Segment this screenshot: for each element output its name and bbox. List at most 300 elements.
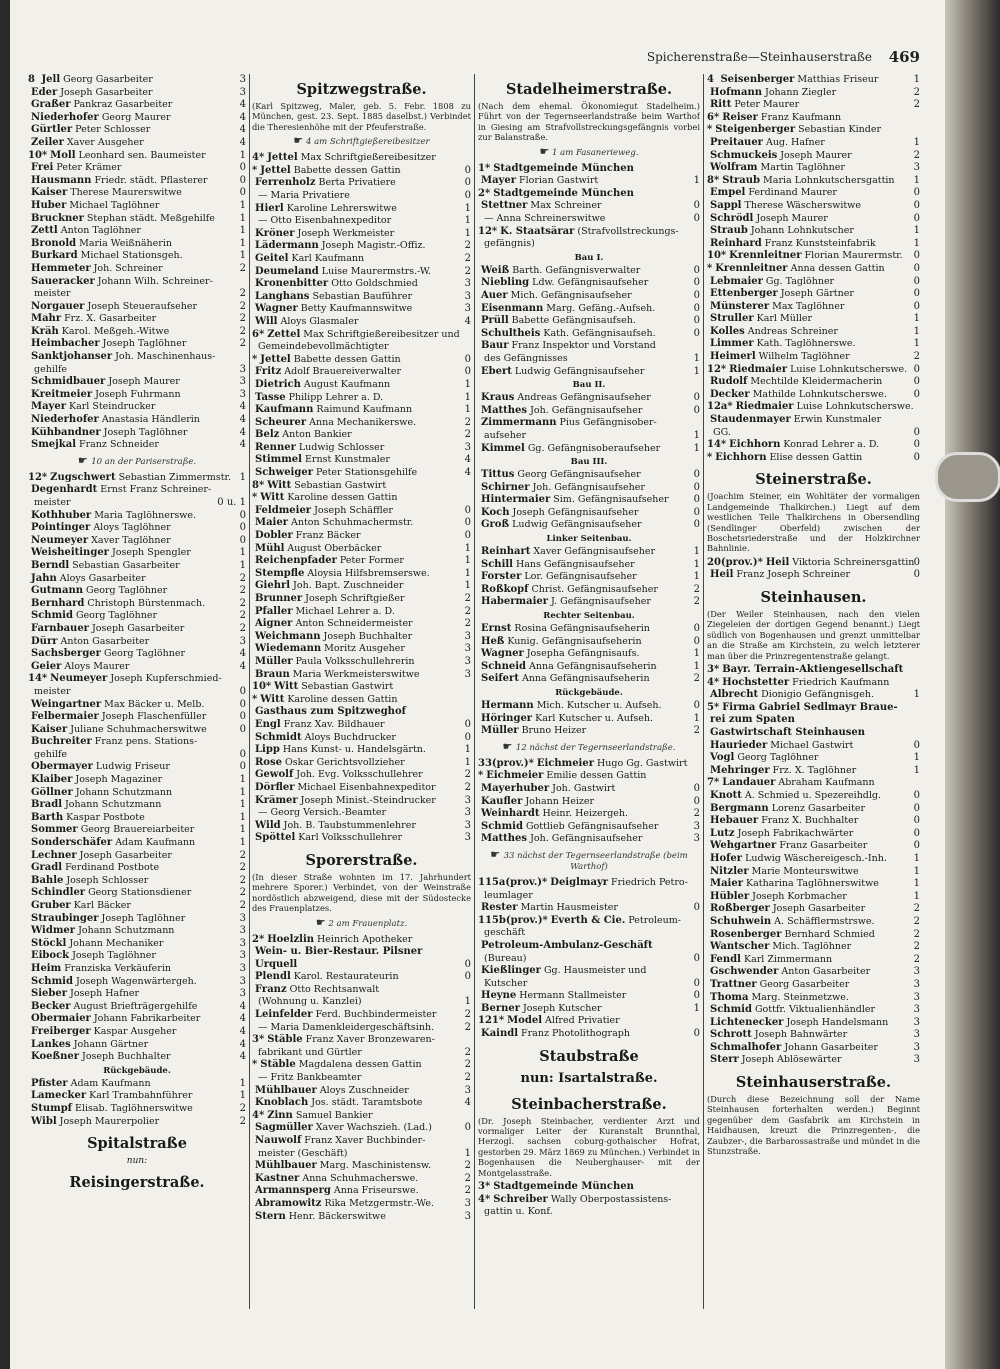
floor-number: 3	[913, 978, 920, 990]
resident-name: Eisenmann	[481, 302, 544, 314]
floor-number: 2	[464, 416, 471, 428]
resident-name: Wagner	[481, 648, 524, 660]
resident-name: Zettl	[31, 225, 58, 237]
resident-details: Luise Lohnkutscherswe.	[790, 363, 908, 375]
floor-number: 0	[239, 711, 246, 723]
resident-entry	[478, 965, 700, 978]
resident-entry	[252, 832, 471, 845]
resident-entry	[252, 543, 471, 556]
resident-details: Ernst Kunstmaler	[304, 454, 390, 466]
resident-entry	[707, 238, 920, 251]
resident-entry	[478, 277, 700, 290]
resident-entry	[478, 713, 700, 726]
resident-name: Lechner	[31, 849, 77, 861]
resident-entry	[252, 1072, 471, 1085]
resident-name: Berndl	[31, 559, 70, 571]
floor-number: 0	[913, 388, 920, 400]
resident-name: Schill	[481, 558, 513, 570]
resident-name: Schmuckeis	[710, 149, 778, 161]
resident-entry	[28, 661, 246, 674]
floor-number: 4	[464, 467, 471, 479]
resident-details: fabrikant und Gürtler	[258, 1046, 362, 1058]
floor-number: 3	[239, 950, 246, 962]
floor-number: 4	[239, 426, 246, 438]
resident-details: — Fritz Bankbeamter	[258, 1072, 362, 1084]
house-number: 10*	[707, 250, 727, 262]
resident-name: Mayer	[31, 401, 66, 413]
resident-details: Karoline dessen Gattin	[287, 492, 398, 504]
resident-name: Everth & Cie.	[550, 914, 626, 926]
floor-number: 2	[464, 1009, 471, 1021]
resident-entry	[707, 427, 920, 440]
resident-details: Otto Rechtsanwalt	[289, 983, 380, 995]
resident-name: Zeiler	[31, 136, 64, 148]
resident-name: Gruber	[31, 900, 71, 911]
resident-entry	[707, 752, 920, 765]
resident-details: Franz Kunststeinfabrik	[764, 237, 876, 249]
floor-number: 0	[239, 187, 246, 199]
resident-details: Karl Zimmermann	[743, 953, 833, 965]
resident-details: Sebastian Zimmermstr.	[118, 471, 232, 483]
floor-number: 2	[693, 673, 700, 685]
resident-entry	[707, 439, 920, 452]
col4a-rows	[707, 74, 920, 464]
resident-details: Samuel Bankier	[295, 1109, 373, 1121]
resident-entry	[252, 807, 471, 820]
floor-number: 2	[239, 313, 246, 325]
house-number: 12*	[478, 225, 498, 237]
resident-name: Stettner	[481, 200, 528, 212]
resident-details: Joseph Spengler	[111, 547, 191, 559]
resident-details: Bruno Heizer	[521, 725, 587, 737]
house-number: 12*	[707, 363, 727, 375]
resident-details: Joseph Schlosser	[66, 874, 149, 886]
resident-entry	[252, 971, 471, 984]
floor-number: 0	[239, 162, 246, 174]
resident-name: Abramowitz	[255, 1197, 322, 1209]
floor-number: 0	[913, 439, 920, 451]
resident-entry	[252, 757, 471, 770]
resident-details: Gemeindebevollmächtigter	[258, 341, 389, 353]
resident-name: Degenhardt	[31, 484, 98, 496]
resident-entry	[28, 724, 246, 737]
resident-entry	[28, 338, 246, 351]
resident-name: Kaufler	[481, 795, 523, 807]
house-note-text: 4 am Schriftgießereibesitzer	[305, 137, 430, 148]
floor-number: 3	[913, 991, 920, 1003]
resident-details: Joseph Taglöhner	[101, 912, 186, 924]
pointing-hand-icon: ☛	[315, 915, 326, 929]
resident-entry	[478, 953, 700, 966]
resident-name: Lankes	[31, 1038, 71, 1050]
floor-number: 2	[239, 597, 246, 609]
resident-entry	[28, 648, 246, 661]
floor-number: 2	[239, 585, 246, 597]
resident-name: Fritz	[255, 366, 282, 378]
resident-details: Joseph Kutscher	[522, 1002, 602, 1014]
street-title: Stadelheimerstraße.	[505, 81, 673, 98]
resident-name: Saueracker	[31, 275, 95, 287]
resident-details: A. Schäfflermstrswe.	[774, 915, 875, 927]
resident-entry	[252, 769, 471, 782]
floor-number: 1	[693, 442, 700, 454]
house-number: 14*	[28, 673, 48, 685]
floor-number: 0	[693, 977, 700, 989]
resident-details: Max Bäcker u. Melb.	[104, 698, 205, 710]
building-section: Linker Seitenbau.	[546, 534, 632, 545]
resident-name: Koch	[481, 506, 510, 518]
floor-number: 2	[239, 325, 246, 337]
resident-details: Xaver Ausgeher	[66, 136, 144, 148]
resident-entry	[478, 990, 700, 1003]
resident-entry	[252, 631, 471, 644]
resident-name: Weiß	[481, 264, 510, 276]
pointing-hand-icon: ☛	[293, 134, 304, 148]
resident-entry	[252, 152, 471, 165]
resident-name: Kröner	[255, 227, 295, 239]
floor-number: 0	[913, 802, 920, 814]
resident-details: Joseph Gasarbeiter	[772, 903, 866, 915]
resident-entry	[252, 1135, 471, 1148]
resident-name: Tittus	[481, 469, 515, 481]
resident-details: Konrad Lehrer a. D.	[783, 439, 880, 451]
floor-number: 0	[693, 469, 700, 481]
resident-details: Joseph Taglöhner	[72, 950, 156, 962]
column-rule	[703, 74, 704, 1309]
resident-name: Weichmann	[255, 630, 321, 642]
resident-entry	[28, 913, 246, 926]
resident-details: Georg Gasarbeiter	[63, 74, 153, 85]
resident-name: Mayer	[481, 175, 516, 187]
resident-entry	[478, 796, 700, 809]
floor-number: 1	[693, 352, 700, 364]
resident-name: Albrecht	[710, 689, 759, 701]
resident-details: Joseph Minist.-Steindrucker	[300, 794, 436, 806]
floor-number: 4	[239, 111, 246, 123]
floor-number: 0	[693, 200, 700, 212]
resident-details: Joseph Gärtner	[780, 288, 854, 300]
floor-number: 3	[239, 635, 246, 647]
resident-name: Will	[255, 315, 278, 327]
resident-name: Roßberger	[710, 903, 770, 915]
resident-details: Aloys Zuschneider	[319, 1084, 409, 1096]
resident-entry	[478, 417, 700, 430]
resident-entry	[707, 74, 920, 87]
resident-details: Philipp Lehrer a. D.	[288, 391, 384, 403]
resident-entry	[707, 979, 920, 992]
resident-name: Sommer	[31, 824, 78, 836]
resident-details: Anna Gefängnisaufseherin	[521, 673, 650, 685]
house-note-text: 12 nächst der Tegernseerlandstraße.	[515, 742, 676, 753]
resident-name: Smejkal	[31, 439, 76, 451]
resident-details: meister (Geschäft)	[258, 1147, 348, 1159]
floor-number: 0	[913, 300, 920, 312]
resident-name: Eichhorn	[715, 451, 767, 463]
resident-details: Maria Lohnkutschersgattin	[763, 174, 895, 186]
floor-number: 0	[913, 426, 920, 438]
floor-number: 4	[464, 454, 471, 466]
house-note	[478, 146, 700, 159]
resident-details: Franz X. Buchhalter	[761, 815, 859, 827]
floor-number: 4	[464, 315, 471, 327]
resident-entry	[28, 699, 246, 712]
resident-details: Joh. Gefängnisaufseher	[530, 833, 643, 845]
house-number: 4*	[478, 1193, 491, 1205]
resident-entry	[252, 1173, 471, 1186]
resident-entry	[28, 560, 246, 573]
resident-details: August Briefträgergehilfe	[73, 1000, 198, 1012]
resident-entry	[28, 774, 246, 787]
resident-name: Reinhard	[710, 237, 762, 249]
floor-number: 2	[913, 86, 920, 98]
resident-entry	[707, 401, 920, 414]
floor-number: 3	[693, 833, 700, 845]
resident-name: Kaufmann	[255, 404, 314, 416]
floor-number: 0	[693, 494, 700, 506]
floor-number: 1	[913, 752, 920, 764]
resident-entry	[252, 492, 471, 505]
resident-name: Kastner	[255, 1172, 300, 1184]
resident-name: Groß	[481, 519, 510, 531]
resident-details: Peter Maurer	[734, 99, 800, 111]
resident-details: Johann Mechaniker	[69, 937, 164, 949]
resident-details: Peter Schlosser	[75, 124, 151, 136]
resident-details: Maria Weißnäherin	[79, 237, 172, 249]
resident-name: Eichmeier	[536, 757, 594, 769]
resident-name: Deiglmayr	[550, 876, 609, 888]
resident-entry	[28, 799, 246, 812]
resident-details: Franz Photolithograph	[521, 1028, 630, 1040]
resident-details: Joseph Hafner	[70, 988, 140, 1000]
resident-name: Weingartner	[31, 698, 102, 710]
house-number: 3*	[478, 1181, 491, 1193]
resident-name: Bernhard	[31, 597, 85, 609]
floor-number: 0	[693, 277, 700, 289]
floor-number: 3	[239, 962, 246, 974]
resident-name: Sterr	[710, 1054, 739, 1066]
resident-details: Aloysia Hilfsbremserswe.	[307, 567, 430, 579]
resident-entry	[252, 228, 471, 241]
resident-entry	[252, 454, 471, 467]
resident-name: Dürr	[31, 635, 58, 647]
floor-number: 2	[913, 351, 920, 363]
resident-entry	[28, 938, 246, 951]
resident-entry	[478, 430, 700, 443]
resident-name: Schmid	[31, 610, 73, 622]
house-number: 7*	[707, 777, 720, 789]
resident-name: Sappl	[710, 199, 742, 211]
resident-entry	[707, 903, 920, 916]
resident-details: Heinrich Apotheker	[317, 933, 413, 945]
resident-entry	[478, 877, 700, 890]
resident-entry	[252, 203, 471, 216]
resident-entry	[478, 175, 700, 188]
resident-name: Berner	[481, 1002, 520, 1014]
resident-details: Ludwig Friseur	[95, 761, 170, 773]
resident-entry	[252, 429, 471, 442]
resident-name: Matthes	[481, 404, 528, 416]
floor-number: 3	[239, 937, 246, 949]
resident-entry	[28, 162, 246, 175]
resident-entry	[478, 821, 700, 834]
resident-name: Heil	[765, 556, 790, 568]
resident-details: (Strafvollstreckungs-	[577, 225, 679, 237]
resident-details: Karl Kutscher u. Aufseh.	[535, 712, 654, 724]
floor-number: 2	[913, 941, 920, 953]
resident-details: Stephan städt. Meßgehilfe	[86, 212, 215, 224]
floor-number: 2	[913, 928, 920, 940]
resident-details: meister	[34, 685, 71, 697]
resident-name: Seifert	[481, 673, 519, 685]
resident-details: Aloys Maurer	[64, 660, 130, 672]
floor-number: 0	[464, 190, 471, 201]
resident-entry	[28, 99, 246, 112]
col3-rows	[478, 163, 700, 1041]
floor-number: 4	[239, 648, 246, 660]
resident-entry	[478, 940, 700, 953]
resident-name: Zugschwert	[50, 471, 116, 483]
resident-entry	[707, 853, 920, 866]
house-number: 8	[28, 74, 39, 85]
floor-number: 2	[913, 953, 920, 965]
floor-number: 0	[464, 731, 471, 743]
resident-entry	[28, 87, 246, 100]
floor-number: 0	[239, 698, 246, 710]
resident-entry	[28, 875, 246, 888]
resident-entry	[707, 815, 920, 828]
resident-entry	[478, 405, 700, 418]
resident-name: Firma Gabriel Sedlmayr Braue-	[722, 701, 898, 713]
floor-number: 0	[693, 782, 700, 794]
resident-name: Widmer	[31, 925, 76, 937]
col1-rows	[28, 74, 246, 1128]
resident-details: Georg Taglöhner	[103, 648, 186, 660]
resident-details: Gg. Gefängnisoberaufseher	[527, 442, 661, 454]
floor-number: 1	[239, 786, 246, 798]
resident-entry	[707, 777, 920, 790]
resident-name: Steigenberger	[715, 124, 796, 136]
resident-name: Hübler	[710, 890, 750, 902]
resident-entry	[28, 812, 246, 825]
house-number: 12a*	[707, 401, 733, 413]
floor-number: 1	[239, 471, 246, 483]
floor-number: 2	[239, 572, 246, 584]
resident-name: Nauwolf	[255, 1135, 302, 1146]
floor-number: 0	[913, 556, 920, 568]
resident-entry	[252, 732, 471, 745]
resident-name: Petroleum-Ambulanz-Geschäft	[481, 939, 653, 951]
floor-number: 1	[464, 744, 471, 756]
floor-number: 0	[239, 509, 246, 521]
floor-number: 1	[913, 878, 920, 890]
resident-entry	[28, 414, 246, 427]
resident-entry	[252, 706, 471, 719]
floor-number: 0	[693, 289, 700, 301]
resident-details: Joseph Maurer	[108, 376, 180, 388]
resident-name: Sachsberger	[31, 648, 101, 660]
resident-entry	[252, 568, 471, 581]
floor-number: 1	[464, 542, 471, 554]
resident-details: Wilhelm Taglöhner	[758, 351, 850, 363]
resident-details: Sebastian Gastwirt	[294, 479, 387, 491]
floor-number: 3	[464, 655, 471, 667]
resident-entry	[707, 891, 920, 904]
resident-name: Gradl	[31, 862, 63, 874]
resident-entry	[478, 303, 700, 316]
resident-details: Mich. Taglöhner	[772, 941, 852, 953]
resident-name: Schultheis	[481, 327, 541, 339]
floor-number: 1	[464, 996, 471, 1008]
floor-number: 0	[693, 1028, 700, 1040]
resident-details: Ernst Franz Schreiner-	[100, 484, 212, 496]
book-edge	[945, 0, 1000, 1369]
resident-entry	[252, 354, 471, 367]
resident-name: Sanktjohanser	[31, 351, 113, 363]
floor-number: 0	[464, 971, 471, 983]
floor-number: 1	[913, 338, 920, 350]
floor-number: 1	[239, 237, 246, 249]
resident-entry	[707, 376, 920, 389]
resident-details: Abraham Kaufmann	[778, 777, 875, 789]
floor-number: 3	[464, 1084, 471, 1096]
resident-entry	[252, 215, 471, 228]
resident-name: Scheurer	[255, 416, 307, 428]
resident-name: Aigner	[255, 618, 293, 630]
resident-details: Hermann Stallmeister	[519, 990, 627, 1002]
resident-details: Joseph Wagenwärtergeh.	[75, 975, 197, 987]
resident-details: Ferd. Buchbindermeister	[315, 1009, 437, 1021]
resident-details: Mich. Kutscher u. Aufseh.	[536, 700, 662, 711]
resident-entry	[478, 188, 700, 201]
house-number: *	[252, 353, 258, 365]
resident-details: Georg Maurer	[101, 111, 171, 123]
resident-name: Hofer	[710, 852, 743, 864]
resident-name: Weisheitinger	[31, 547, 109, 559]
floor-number: 1	[464, 567, 471, 579]
floor-number: 3	[464, 441, 471, 453]
resident-name: Wolfram	[710, 162, 758, 174]
floor-number: 1	[913, 74, 920, 85]
resident-name: Deumeland	[255, 265, 319, 277]
resident-name: Empel	[710, 187, 746, 199]
floor-number: 2	[913, 903, 920, 915]
floor-number: 2	[239, 1115, 246, 1127]
resident-entry	[478, 571, 700, 584]
resident-details: Joh. Gastwirt	[552, 782, 616, 794]
resident-name: Reinhart	[481, 546, 531, 558]
resident-details: (Wohnung u. Kanzlei)	[258, 996, 362, 1008]
resident-entry	[28, 925, 246, 938]
resident-name: Bergmann	[710, 802, 769, 814]
resident-details: Leonhard sen. Baumeister	[78, 149, 206, 161]
resident-name: Mayerhuber	[481, 782, 550, 794]
floor-number: 3	[239, 86, 246, 98]
resident-entry	[707, 840, 920, 853]
resident-name: Preitauer	[710, 136, 763, 148]
resident-name: Müller	[481, 725, 519, 737]
resident-entry	[28, 950, 246, 963]
resident-entry	[28, 711, 246, 724]
resident-details: Xaver Wachszieh. (Lad.)	[315, 1122, 432, 1134]
floor-number: 0	[464, 517, 471, 529]
floor-number: 1	[239, 824, 246, 836]
floor-number: 3	[464, 1210, 471, 1222]
resident-entry	[707, 175, 920, 188]
resident-entry	[478, 519, 700, 532]
floor-number: 3	[913, 1029, 920, 1041]
resident-entry	[28, 837, 246, 850]
resident-details: Heinr. Heizergeh.	[542, 808, 629, 820]
